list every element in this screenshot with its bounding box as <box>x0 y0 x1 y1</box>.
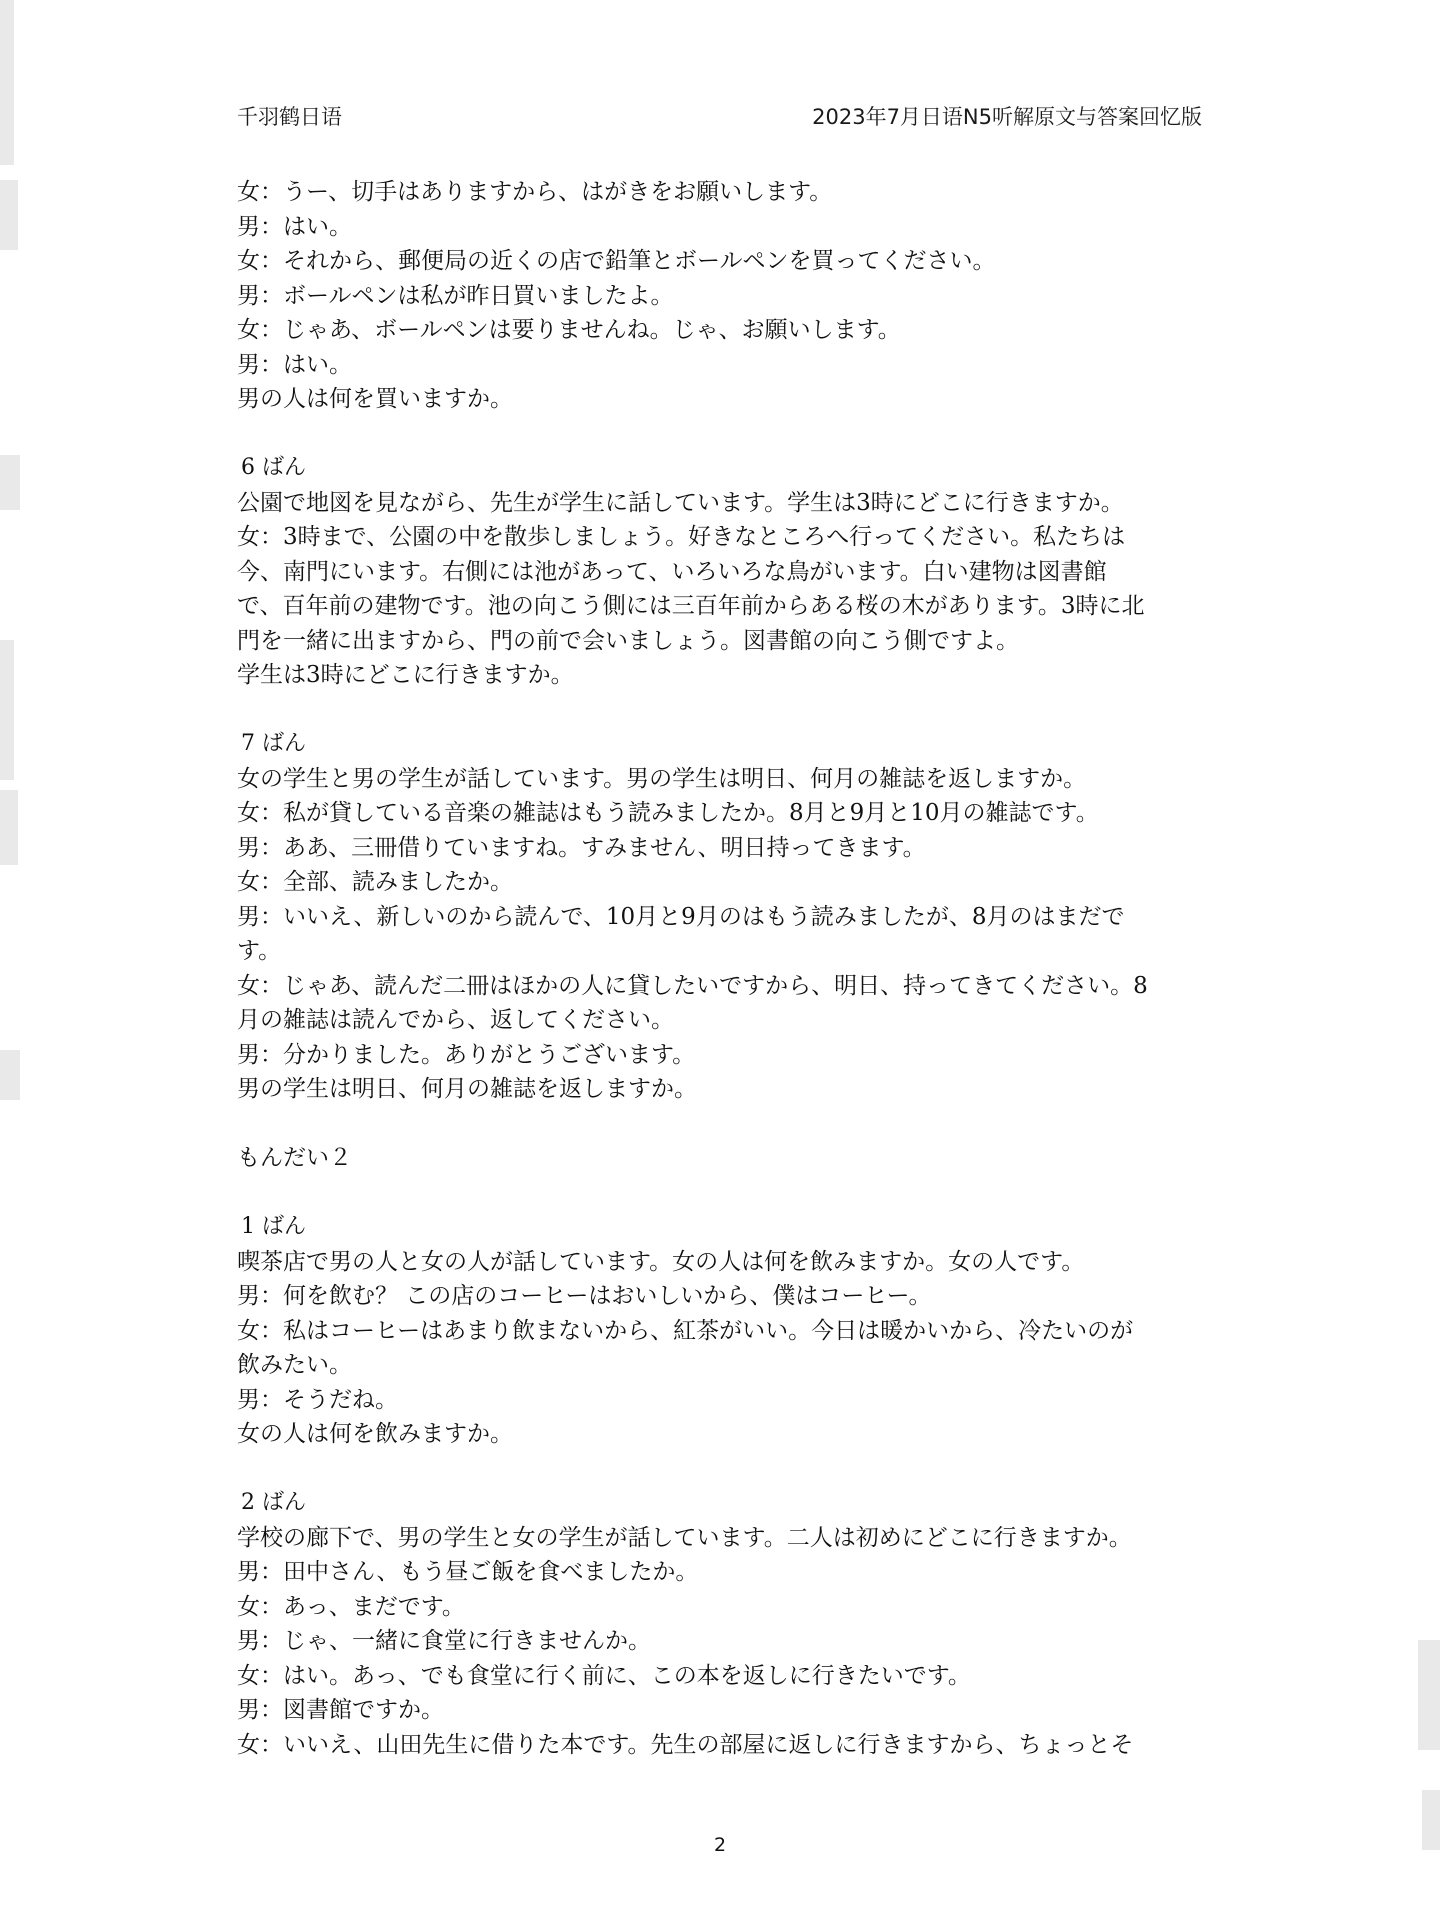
text-line: 女：全部、読みましたか。 <box>237 869 513 895</box>
blank-line <box>237 1176 1207 1211</box>
text-line: 喫茶店で男の人と女の人が話しています。女の人は何を飲みますか。女の人です。 <box>237 1248 1085 1275</box>
text-line: 男の人は何を買いますか。 <box>237 386 513 412</box>
question-number: 2 ばん <box>241 1490 306 1515</box>
text-line: 飲みたい。 <box>237 1352 352 1378</box>
header-right-title: 2023年7月日语N5听解原文与答案回忆版 <box>812 105 1202 129</box>
text-line: 学生は3時にどこに行きますか。 <box>237 662 574 688</box>
text-line: 男：何を飲む？ この店のコーヒーはおいしいから、僕はコーヒー。 <box>237 1283 932 1309</box>
blank-line <box>237 417 1207 452</box>
header-left-title: 千羽鹤日语 <box>237 105 342 129</box>
blank-line <box>237 693 1207 728</box>
text-line: 男：田中さん、もう昼ご飯を食べましたか。 <box>237 1559 699 1585</box>
text-line: 女の人は何を飲みますか。 <box>237 1421 513 1447</box>
question-number: 6 ばん <box>241 455 306 480</box>
text-line: 女：私が貸している音楽の雑誌はもう読みましたか。8月と9月と10月の雑誌です。 <box>237 800 1099 826</box>
text-line: す。 <box>237 938 282 964</box>
text-line: 女：はい。あっ、でも食堂に行く前に、この本を返しに行きたいです。 <box>237 1662 971 1689</box>
text-line: 女：じゃあ、ボールペンは要りませんね。じゃ、お願いします。 <box>237 317 901 343</box>
text-line: 男：そうだね。 <box>237 1386 398 1413</box>
text-line: 女：それから、郵便局の近くの店で鉛筆とボールペンを買ってください。 <box>237 248 996 274</box>
text-line: 男：図書館ですか。 <box>237 1697 444 1723</box>
document-body <box>237 175 1207 1762</box>
text-line: 学校の廊下で、男の学生と女の学生が話しています。二人は初めにどこに行きますか。 <box>237 1524 1132 1551</box>
text-line: もんだい２ <box>237 1145 352 1171</box>
text-line: 門を一緒に出ますから、門の前で会いましょう。図書館の向こう側ですよ。 <box>237 627 1019 654</box>
text-line: 男：ボールペンは私が昨日買いましたよ。 <box>237 282 674 309</box>
text-line: 女：あっ、まだです。 <box>237 1593 465 1620</box>
question-number: 7 ばん <box>241 731 306 756</box>
blank-line <box>237 1452 1207 1487</box>
scan-edge-left-4 <box>0 640 14 780</box>
text-line: 女：私はコーヒーはあまり飲まないから、紅茶がいい。今日は暖かいから、冷たいのが <box>237 1317 1134 1344</box>
blank-line <box>237 1107 1207 1142</box>
scan-edge-right-1 <box>1418 1640 1440 1750</box>
scan-edge-left-1 <box>0 0 14 165</box>
text-line: 公園で地図を見ながら、先生が学生に話しています。学生は3時にどこに行きますか。 <box>237 489 1124 516</box>
text-line: 男：分かりました。ありがとうございます。 <box>237 1041 696 1068</box>
text-line: 女：じゃあ、読んだ二冊はほかの人に貸したいですから、明日、持ってきてください。8 <box>237 972 1148 999</box>
text-line: 月の雑誌は読んでから、返してください。 <box>237 1007 674 1033</box>
text-line: 男：じゃ、一緒に食堂に行きませんか。 <box>237 1628 651 1654</box>
text-line: 男：はい。 <box>237 213 352 240</box>
text-line: 女の学生と男の学生が話しています。男の学生は明日、何月の雑誌を返しますか。 <box>237 765 1087 792</box>
scan-edge-left-6 <box>0 1050 20 1100</box>
scan-edge-left-3 <box>0 455 20 510</box>
text-line: 男：ああ、三冊借りていますね。すみません、明日持ってきます。 <box>237 834 926 861</box>
text-line: 今、南門にいます。右側には池があって、いろいろな鳥がいます。白い建物は図書館 <box>237 558 1107 585</box>
scan-edge-left-5 <box>0 790 18 865</box>
text-line: 男：はい。 <box>237 351 352 378</box>
text-line: で、百年前の建物です。池の向こう側には三百年前からある桜の木があります。3時に北 <box>237 593 1145 619</box>
text-line: 女：3時まで、公園の中を散歩しましょう。好きなところへ行ってください。私たちは <box>237 524 1126 550</box>
text-line: 女：うー、切手はありますから、はがきをお願いします。 <box>237 179 833 205</box>
text-line: 男：いいえ、新しいのから読んで、10月と9月のはもう読みましたが、8月のはまだで <box>237 903 1125 930</box>
page-number: 2 <box>713 1834 727 1856</box>
text-line: 男の学生は明日、何月の雑誌を返しますか。 <box>237 1076 697 1102</box>
text-line: 女：いいえ、山田先生に借りた本です。先生の部屋に返しに行きますから、ちょっとそ <box>237 1731 1134 1758</box>
scan-edge-left-2 <box>0 180 18 250</box>
question-number: 1 ばん <box>241 1214 306 1239</box>
